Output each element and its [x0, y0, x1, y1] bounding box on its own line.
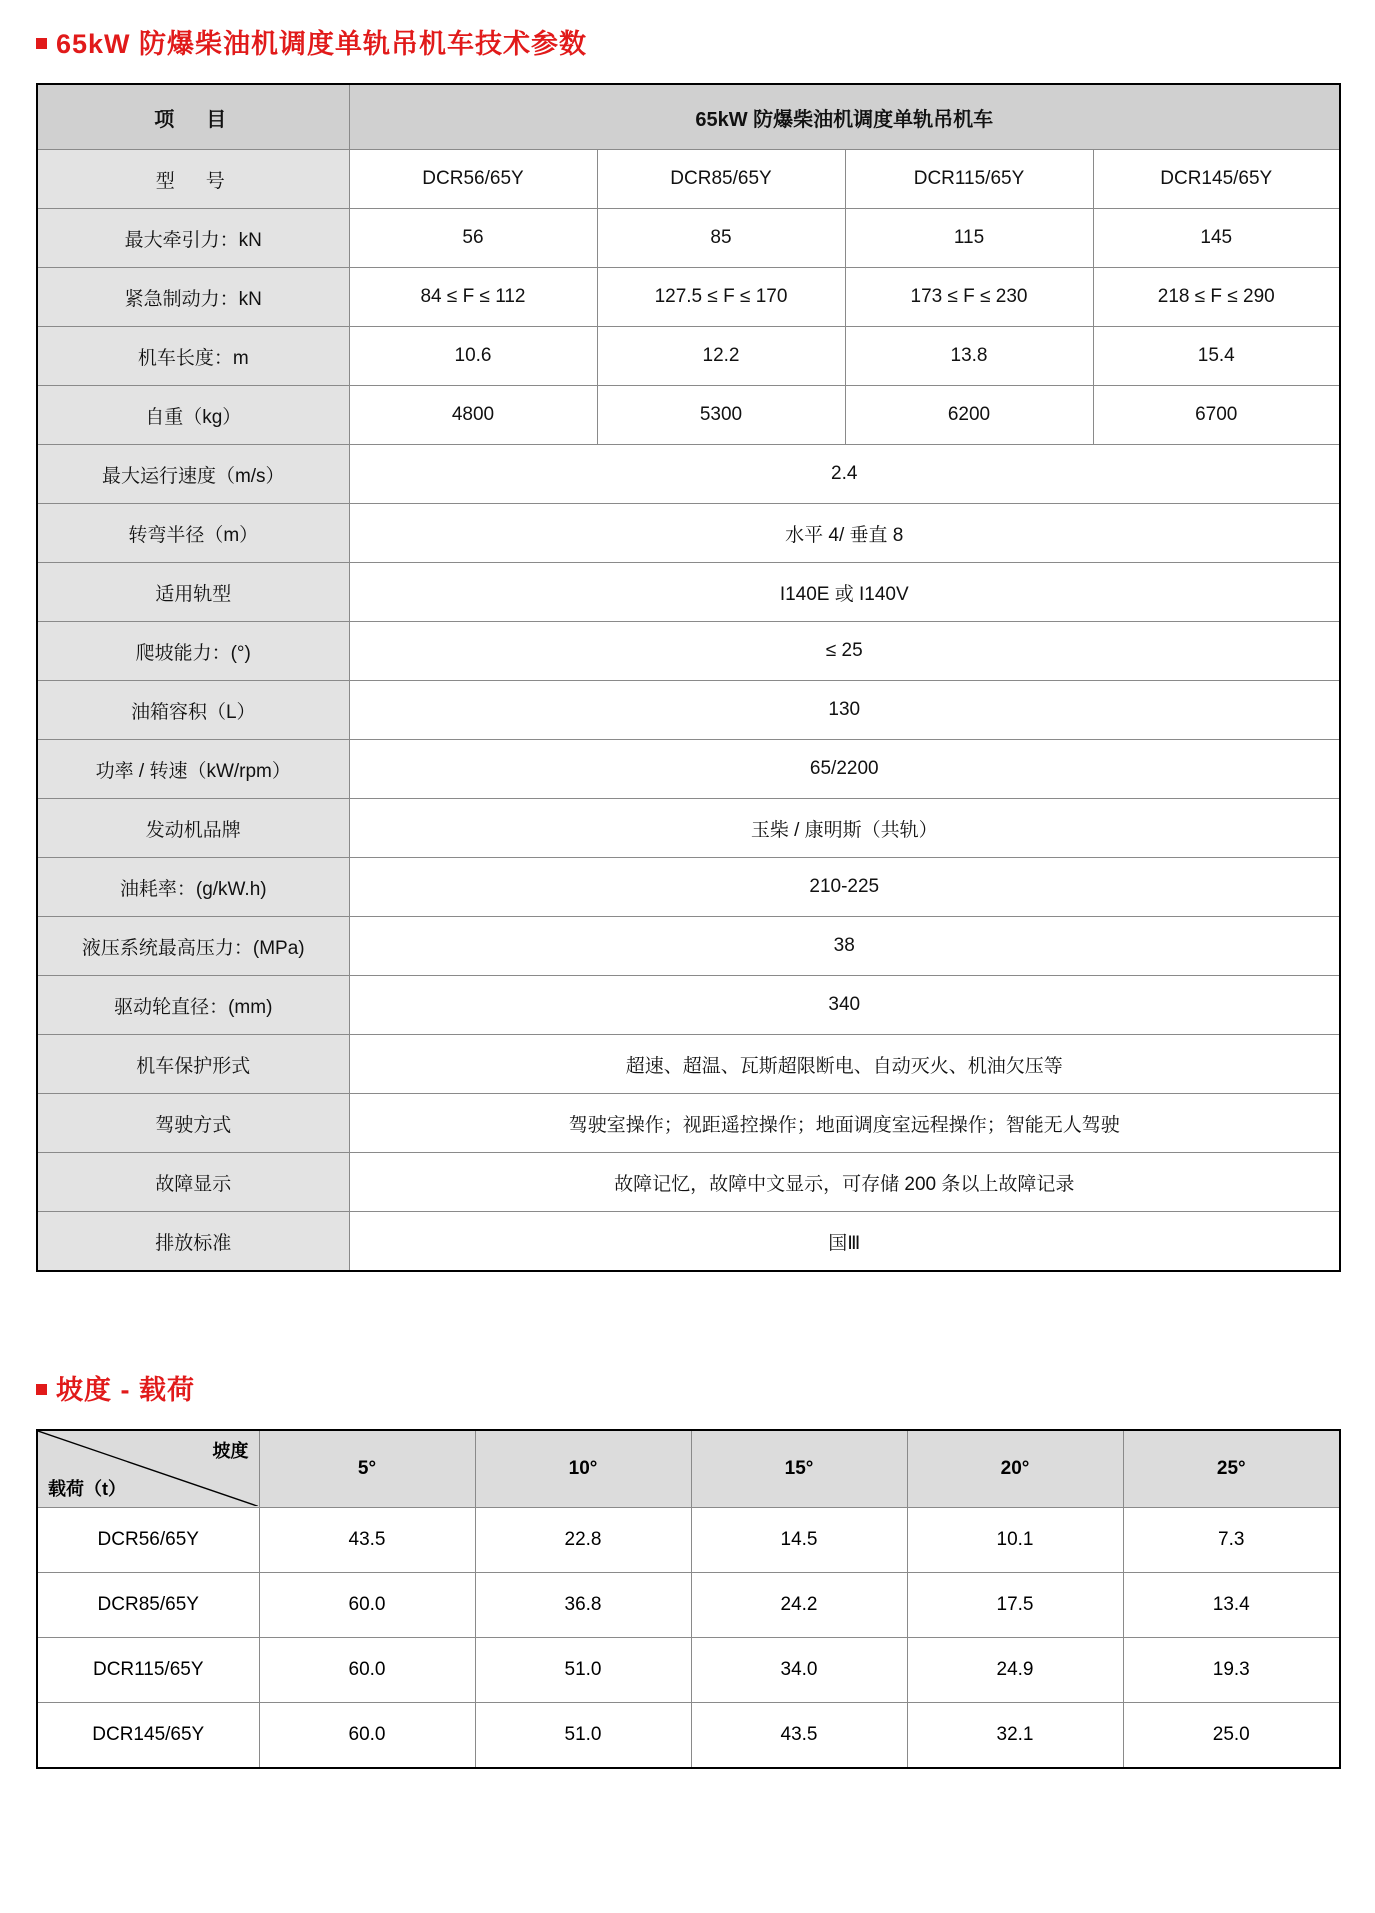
- table-row: [37, 268, 1340, 327]
- column-header: 20°: [907, 1430, 1123, 1508]
- table-row: [37, 1153, 1340, 1212]
- row-value: 玉柴 / 康明斯（共轨）: [349, 799, 1340, 858]
- table-row: [37, 386, 1340, 445]
- row-label: 爬坡能力：(°): [37, 622, 349, 681]
- table-row: [37, 150, 1340, 209]
- row-value: 173 ≤ F ≤ 230: [845, 268, 1093, 327]
- row-value: 25.0: [1123, 1703, 1340, 1769]
- row-label: 型 号: [37, 150, 349, 209]
- table-row: [37, 681, 1340, 740]
- row-label: 液压系统最高压力：(MPa): [37, 917, 349, 976]
- table-row: [37, 1035, 1340, 1094]
- row-label: DCR56/65Y: [37, 1508, 259, 1573]
- row-label: DCR85/65Y: [37, 1573, 259, 1638]
- square-bullet-icon: [36, 38, 47, 49]
- table-row: [37, 84, 1340, 150]
- spec-header-right: 65kW 防爆柴油机调度单轨吊机车: [349, 84, 1340, 150]
- row-value: 24.2: [691, 1573, 907, 1638]
- column-header: 5°: [259, 1430, 475, 1508]
- row-value: 127.5 ≤ F ≤ 170: [597, 268, 845, 327]
- row-label: 自重（kg）: [37, 386, 349, 445]
- row-label: 适用轨型: [37, 563, 349, 622]
- row-value: 145: [1093, 209, 1340, 268]
- row-label: 驾驶方式: [37, 1094, 349, 1153]
- table-row: [37, 976, 1340, 1035]
- row-value: 130: [349, 681, 1340, 740]
- row-value: 17.5: [907, 1573, 1123, 1638]
- row-value: 2.4: [349, 445, 1340, 504]
- row-value: 15.4: [1093, 327, 1340, 386]
- table-row: [37, 1212, 1340, 1272]
- row-value: 115: [845, 209, 1093, 268]
- section-spacer: [36, 1272, 1339, 1368]
- bottom-spacer: [36, 1769, 1339, 1803]
- row-label: 发动机品牌: [37, 799, 349, 858]
- row-value: 38: [349, 917, 1340, 976]
- table-row: [37, 1703, 1340, 1769]
- row-value: 43.5: [259, 1508, 475, 1573]
- table-row: [37, 1508, 1340, 1573]
- row-value: 51.0: [475, 1703, 691, 1769]
- load-table-corner-cell: [37, 1430, 259, 1508]
- row-value: 10.1: [907, 1508, 1123, 1573]
- square-bullet-icon: [36, 1384, 47, 1395]
- row-value: ≤ 25: [349, 622, 1340, 681]
- row-value: 7.3: [1123, 1508, 1340, 1573]
- row-value: 84 ≤ F ≤ 112: [349, 268, 597, 327]
- row-label: 排放标准: [37, 1212, 349, 1272]
- row-value: 65/2200: [349, 740, 1340, 799]
- table-row: [37, 1094, 1340, 1153]
- row-value: 56: [349, 209, 597, 268]
- table-row: [37, 209, 1340, 268]
- row-label: DCR115/65Y: [37, 1638, 259, 1703]
- row-label: 故障显示: [37, 1153, 349, 1212]
- row-value: 43.5: [691, 1703, 907, 1769]
- row-value: 12.2: [597, 327, 845, 386]
- row-value: I140E 或 I140V: [349, 563, 1340, 622]
- row-label: 油耗率：(g/kW.h): [37, 858, 349, 917]
- row-label: 驱动轮直径：(mm): [37, 976, 349, 1035]
- row-value: 14.5: [691, 1508, 907, 1573]
- table-row: [37, 1430, 1340, 1508]
- row-value: 218 ≤ F ≤ 290: [1093, 268, 1340, 327]
- row-value: 60.0: [259, 1703, 475, 1769]
- row-value: 4800: [349, 386, 597, 445]
- table-row: [37, 1638, 1340, 1703]
- row-value: 5300: [597, 386, 845, 445]
- row-value: 340: [349, 976, 1340, 1035]
- spec-section-heading: [36, 22, 1339, 61]
- corner-label-load: 载荷（t）: [48, 1479, 126, 1499]
- row-value: 6200: [845, 386, 1093, 445]
- table-row: [37, 504, 1340, 563]
- row-value: 10.6: [349, 327, 597, 386]
- table-row: [37, 799, 1340, 858]
- row-value: 85: [597, 209, 845, 268]
- table-row: [37, 917, 1340, 976]
- table-row: [37, 622, 1340, 681]
- row-value: 6700: [1093, 386, 1340, 445]
- row-value: 36.8: [475, 1573, 691, 1638]
- corner-label-grade: 坡度: [212, 1441, 249, 1461]
- table-row: [37, 1573, 1340, 1638]
- row-value: 19.3: [1123, 1638, 1340, 1703]
- row-value: DCR56/65Y: [349, 150, 597, 209]
- row-label: 紧急制动力：kN: [37, 268, 349, 327]
- table-row: [37, 445, 1340, 504]
- row-value: 超速、超温、瓦斯超限断电、自动灭火、机油欠压等: [349, 1035, 1340, 1094]
- row-value: DCR115/65Y: [845, 150, 1093, 209]
- row-value: 60.0: [259, 1573, 475, 1638]
- row-value: 210-225: [349, 858, 1340, 917]
- column-header: 10°: [475, 1430, 691, 1508]
- row-value: 34.0: [691, 1638, 907, 1703]
- row-value: 32.1: [907, 1703, 1123, 1769]
- row-label: 油箱容积（L）: [37, 681, 349, 740]
- row-value: 国Ⅲ: [349, 1212, 1340, 1272]
- row-value: 13.4: [1123, 1573, 1340, 1638]
- row-label: 最大运行速度（m/s）: [37, 445, 349, 504]
- row-value: DCR85/65Y: [597, 150, 845, 209]
- grade-load-table: [36, 1429, 1341, 1769]
- spec-heading-text: 65kW 防爆柴油机调度单轨吊机车技术参数: [56, 29, 588, 59]
- table-row: [37, 563, 1340, 622]
- row-label: 最大牵引力：kN: [37, 209, 349, 268]
- row-value: 24.9: [907, 1638, 1123, 1703]
- row-value: 故障记忆，故障中文显示，可存储 200 条以上故障记录: [349, 1153, 1340, 1212]
- row-label: 机车保护形式: [37, 1035, 349, 1094]
- row-value: 22.8: [475, 1508, 691, 1573]
- row-value: 水平 4/ 垂直 8: [349, 504, 1340, 563]
- spec-table: [36, 83, 1341, 1272]
- row-label: 功率 / 转速（kW/rpm）: [37, 740, 349, 799]
- load-heading-text: 坡度 - 载荷: [56, 1375, 195, 1405]
- load-section-heading: [36, 1368, 1339, 1407]
- row-value: DCR145/65Y: [1093, 150, 1340, 209]
- table-row: [37, 327, 1340, 386]
- table-row: [37, 740, 1340, 799]
- row-value: 驾驶室操作；视距遥控操作；地面调度室远程操作；智能无人驾驶: [349, 1094, 1340, 1153]
- column-header: 25°: [1123, 1430, 1340, 1508]
- row-value: 51.0: [475, 1638, 691, 1703]
- row-label: 转弯半径（m）: [37, 504, 349, 563]
- spec-header-left: 项 目: [37, 84, 349, 150]
- row-label: DCR145/65Y: [37, 1703, 259, 1769]
- column-header: 15°: [691, 1430, 907, 1508]
- row-label: 机车长度：m: [37, 327, 349, 386]
- row-value: 13.8: [845, 327, 1093, 386]
- table-row: [37, 858, 1340, 917]
- row-value: 60.0: [259, 1638, 475, 1703]
